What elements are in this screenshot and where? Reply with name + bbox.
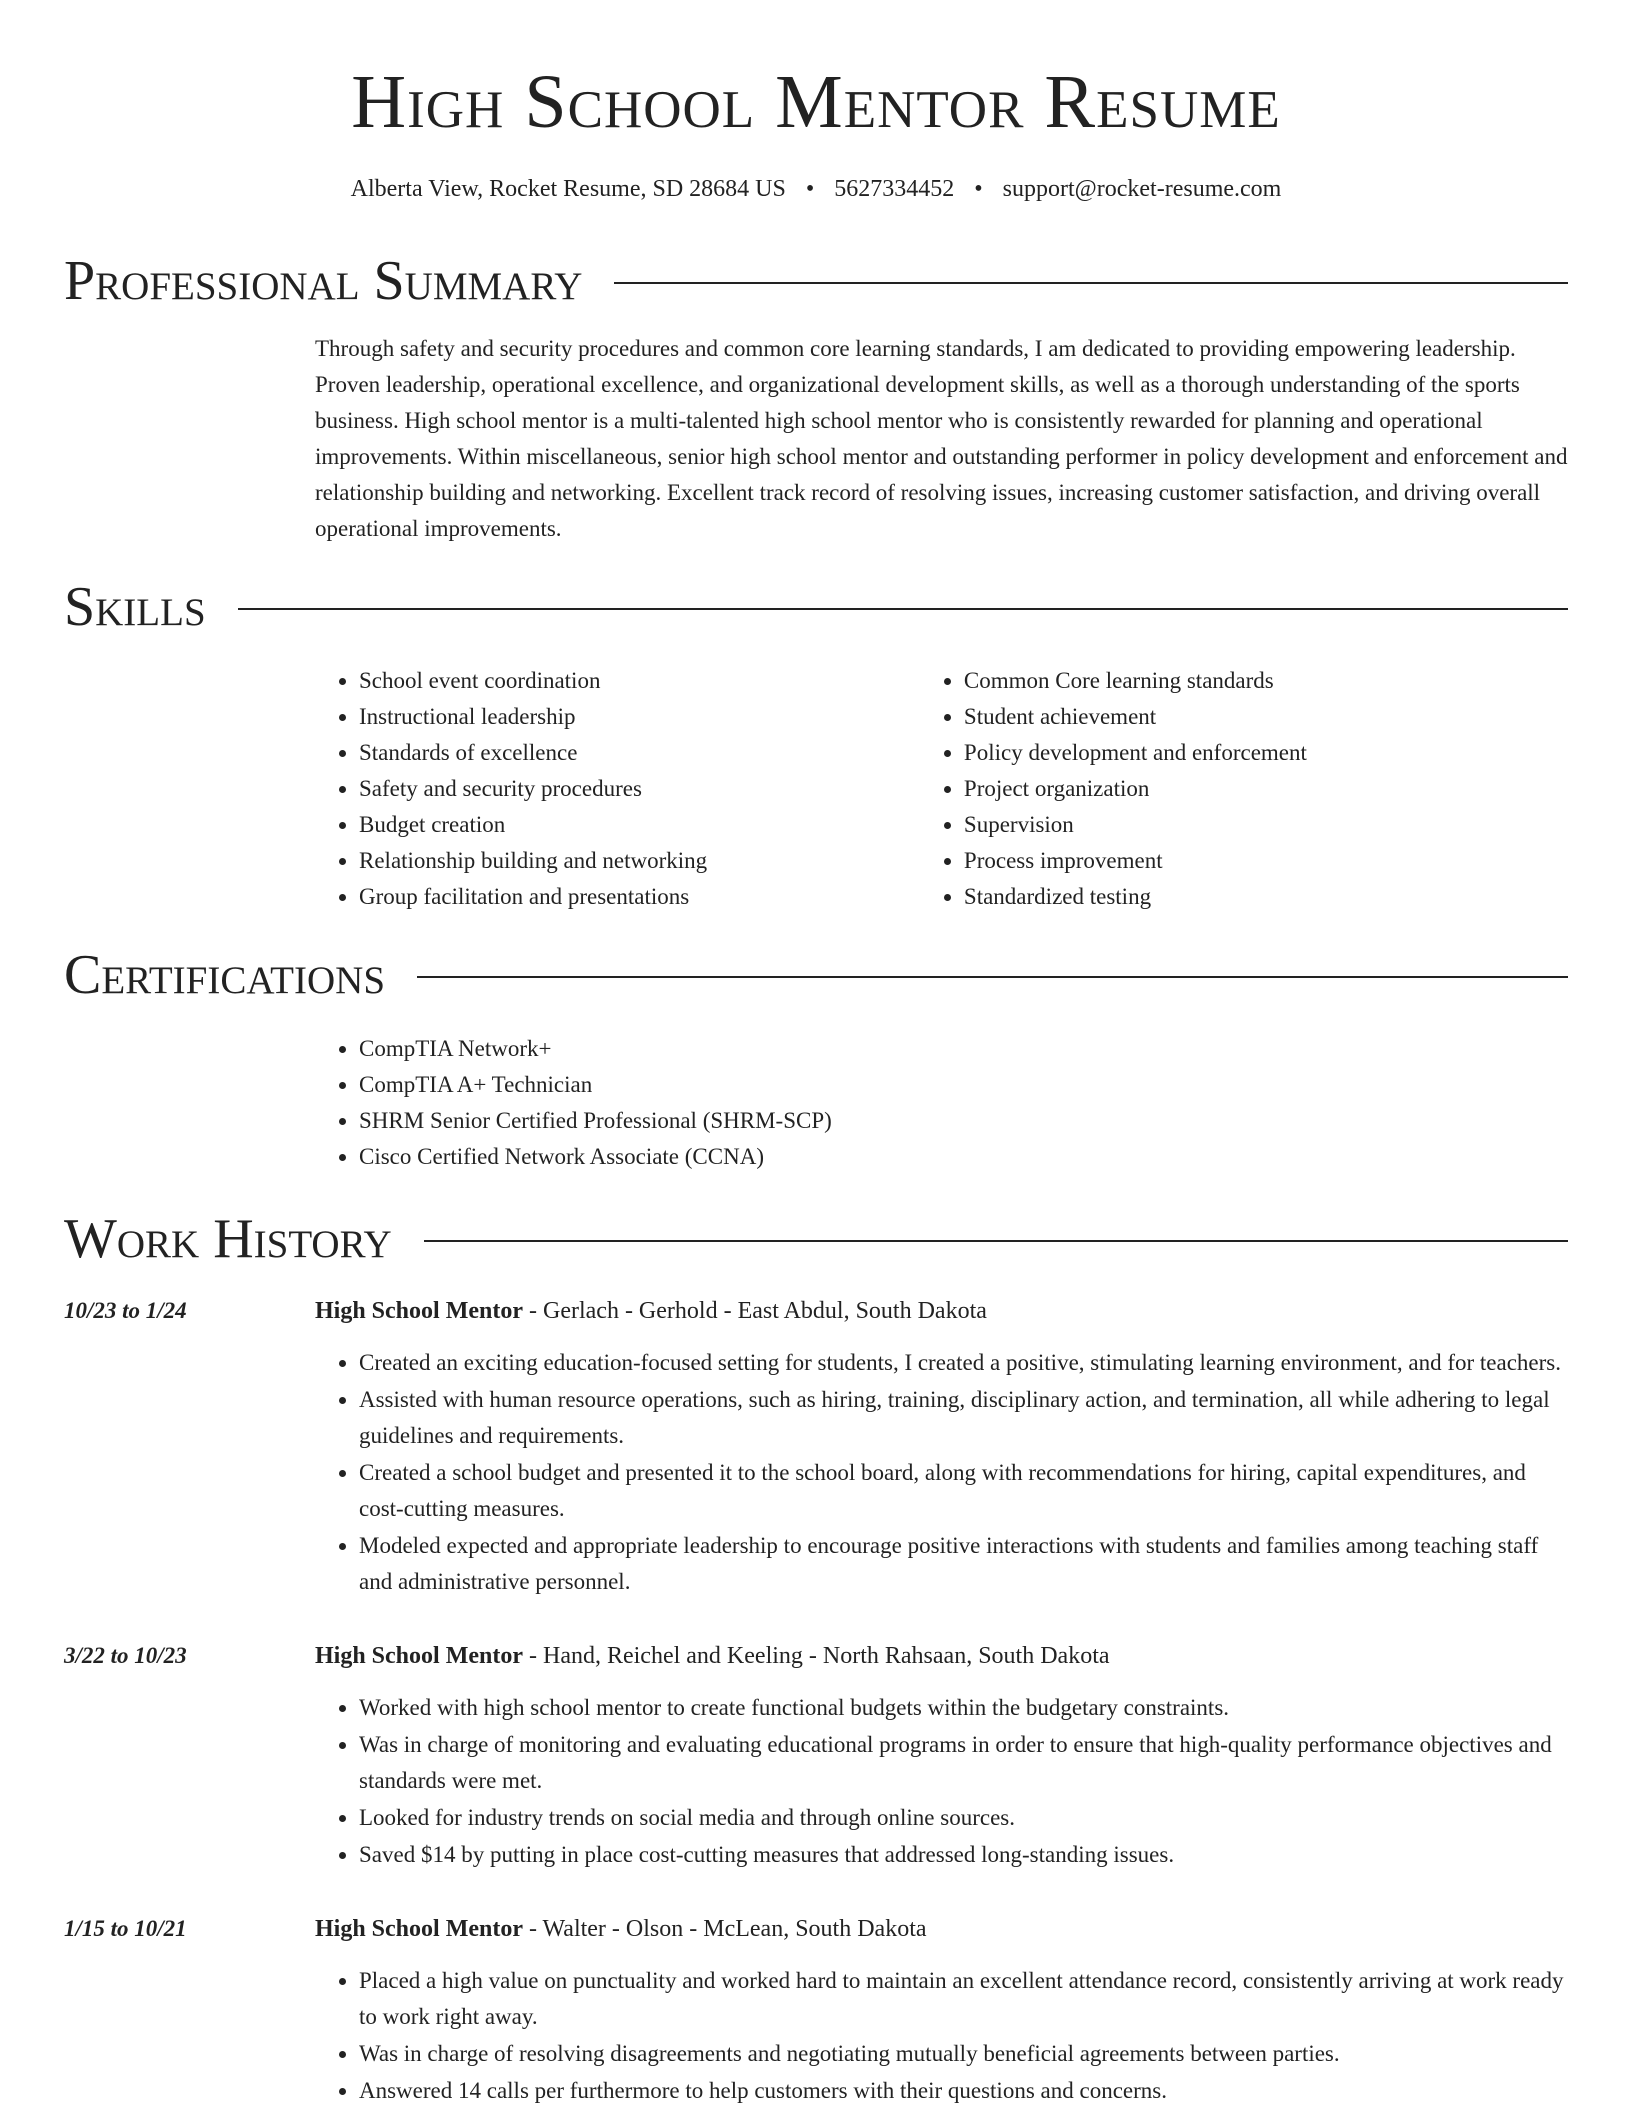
contact-separator: • — [805, 176, 815, 202]
job-dates: 10/23 to 1/24 — [64, 1298, 187, 1323]
contact-separator: • — [974, 176, 983, 202]
skill-item: • Group facilitation and presentations — [359, 879, 920, 915]
certifications-items — [315, 1031, 1568, 1175]
skills-section-title: Skills — [64, 576, 206, 638]
certification-item: • Cisco Certified Network Associate (CCNA) — [359, 1139, 1568, 1175]
certifications-list — [315, 1031, 1568, 1175]
skill-item: • Common Core learning standards — [964, 663, 1568, 699]
job-dates: 3/22 to 10/23 — [64, 1643, 187, 1668]
skill-item: • Project organization — [964, 771, 1568, 807]
job-bullets — [315, 1345, 1568, 1600]
job-bullet: • Placed a high value on punctuality and worked hard to maintain an excellent attendance record, consistently arriving at work ready to work right away. — [359, 1963, 1568, 2035]
skill-item: • Budget creation — [359, 807, 920, 843]
summary-section-body — [315, 331, 1568, 547]
skills-section-header — [64, 576, 1568, 638]
skill-item: • Relationship building and networking — [359, 843, 920, 879]
resume-page — [64, 0, 1568, 2109]
job-heading — [315, 1293, 1568, 1329]
contact-line — [64, 176, 1568, 203]
skills-list — [315, 663, 1568, 915]
resume-title: High School Mentor Resume — [351, 60, 1281, 144]
skill-item: • Standards of excellence — [359, 735, 920, 771]
job-bullet: • Saved $14 by putting in place cost-cutting measures that addressed long-standing issues. — [359, 1837, 1568, 1873]
job-bullets — [315, 1963, 1568, 2109]
job-employer: - Hand, Reichel and Keeling - North Rahsaan, South Dakota — [523, 1643, 1110, 1669]
skill-item: • Policy development and enforcement — [964, 735, 1568, 771]
job-details — [315, 1911, 1568, 2109]
work-section-title: Work History — [64, 1208, 392, 1270]
section-divider — [614, 282, 1568, 284]
job-bullet: • Answered 14 calls per furthermore to help customers with their questions and concerns. — [359, 2073, 1568, 2109]
job-details — [315, 1638, 1568, 1873]
job-bullets — [315, 1690, 1568, 1873]
certification-item: • SHRM Senior Certified Professional (SHRM-SCP) — [359, 1103, 1568, 1139]
skill-item: • Student achievement — [964, 699, 1568, 735]
job-entry — [64, 1293, 1568, 1600]
section-divider — [238, 608, 1568, 610]
job-bullet: • Looked for industry trends on social media and through online sources. — [359, 1800, 1568, 1836]
job-heading — [315, 1638, 1568, 1674]
skill-item: • Instructional leadership — [359, 699, 920, 735]
job-details — [315, 1293, 1568, 1600]
section-divider — [417, 976, 1568, 978]
job-title: High School Mentor — [315, 1916, 523, 1942]
job-bullet: • Was in charge of resolving disagreements and negotiating mutually beneficial agreements between parties. — [359, 2036, 1568, 2072]
job-employer: - Gerlach - Gerhold - East Abdul, South Dakota — [523, 1298, 987, 1324]
skill-item: • Standardized testing — [964, 879, 1568, 915]
contact-address: Alberta View, Rocket Resume, SD 28684 US — [350, 176, 786, 202]
job-bullet: • Was in charge of monitoring and evaluating educational programs in order to ensure that high-quality performance objectives and standards were met. — [359, 1727, 1568, 1799]
work-section-header — [64, 1208, 1568, 1270]
skills-column-right — [920, 663, 1568, 915]
summary-text: Through safety and security procedures and common core learning standards, I am dedicated to providing empowering leadership. Proven leadership, operational excellence, and organizational development skills, as well as a thorough understanding of the sports business. High school mentor is a multi-talented high school mentor who is consistently rewarded for planning and operational improvements. Within miscellaneous, senior high school mentor and outstanding performer in policy development and enforcement and relationship building and networking. Excellent track record of resolving issues, increasing customer satisfaction, and driving overall operational improvements. — [315, 336, 1568, 541]
job-bullet: • Created an exciting education-focused setting for students, I created a positive, stimulating learning environment, and for teachers. — [359, 1345, 1568, 1381]
job-bullet: • Created a school budget and presented it to the school board, along with recommendations for hiring, capital expenditures, and cost-cutting measures. — [359, 1455, 1568, 1527]
job-title: High School Mentor — [315, 1298, 523, 1324]
job-title: High School Mentor — [315, 1643, 523, 1669]
job-bullet: • Worked with high school mentor to create functional budgets within the budgetary constraints. — [359, 1690, 1568, 1726]
skill-item: • Safety and security procedures — [359, 771, 920, 807]
section-divider — [424, 1240, 1568, 1242]
job-dates: 1/15 to 10/21 — [64, 1916, 187, 1941]
certifications-section-header — [64, 944, 1568, 1006]
job-employer: - Walter - Olson - McLean, South Dakota — [523, 1916, 927, 1942]
skill-item: • Process improvement — [964, 843, 1568, 879]
skill-item: • Supervision — [964, 807, 1568, 843]
summary-section-header — [64, 250, 1568, 312]
certification-item: • CompTIA A+ Technician — [359, 1067, 1568, 1103]
job-bullet: • Assisted with human resource operations, such as hiring, training, disciplinary action, and termination, all while adhering to legal guidelines and requirements. — [359, 1382, 1568, 1454]
summary-section-title: Professional Summary — [64, 250, 583, 312]
certifications-section-title: Certifications — [64, 944, 386, 1006]
certification-item: • CompTIA Network+ — [359, 1031, 1568, 1067]
job-heading — [315, 1911, 1568, 1947]
contact-phone: 5627334452 — [834, 176, 955, 202]
skills-column-left — [315, 663, 920, 915]
job-entry — [64, 1638, 1568, 1873]
job-bullet: • Modeled expected and appropriate leadership to encourage positive interactions with students and families among teaching staff and administrative personnel. — [359, 1528, 1568, 1600]
skill-item: • School event coordination — [359, 663, 920, 699]
job-entry — [64, 1911, 1568, 2109]
contact-email: support@rocket-resume.com — [1002, 176, 1282, 202]
